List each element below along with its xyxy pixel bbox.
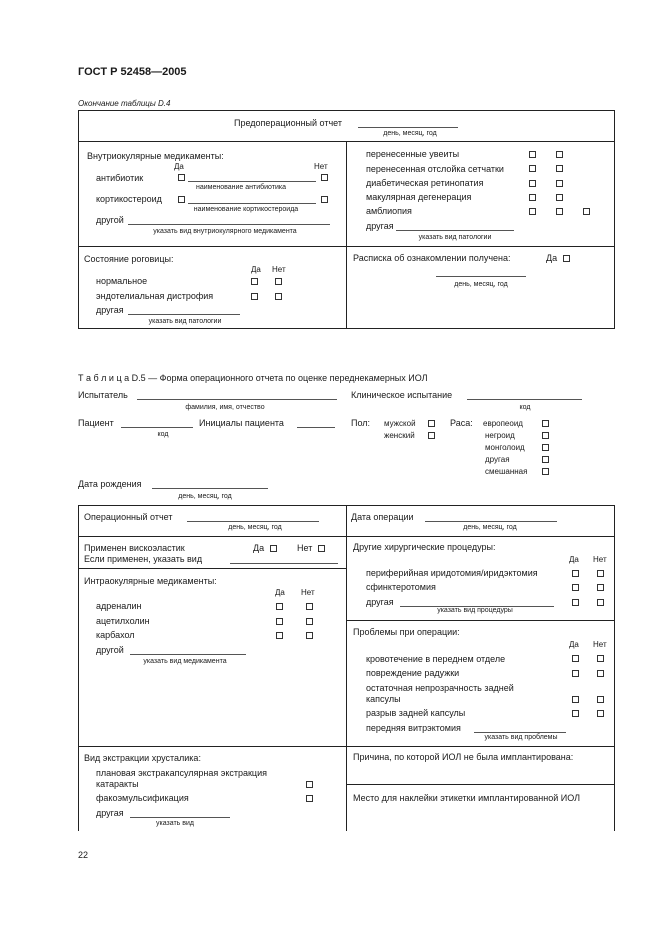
race-option: монголоид bbox=[485, 443, 525, 452]
race-label: Раса: bbox=[450, 418, 473, 428]
table-divider bbox=[346, 784, 615, 785]
history-checkbox-yes[interactable] bbox=[529, 208, 536, 215]
viscoelastic-yes-checkbox[interactable] bbox=[270, 545, 277, 552]
race-checkbox[interactable] bbox=[542, 420, 549, 427]
corticosteroid-name-field[interactable] bbox=[188, 203, 316, 204]
extraction-title: Вид экстракции хрусталика: bbox=[84, 753, 201, 763]
receipt-date-field[interactable] bbox=[436, 276, 526, 277]
med-item: карбахол bbox=[96, 630, 135, 640]
race-option: негроид bbox=[485, 431, 515, 440]
not-implanted-label: Причина, по которой ИОЛ не была имплантирована: bbox=[353, 752, 574, 762]
op-date-field[interactable] bbox=[425, 521, 557, 522]
extraction-other-field[interactable] bbox=[130, 817, 230, 818]
med-yes-checkbox[interactable] bbox=[276, 603, 283, 610]
receipt-date-hint: день, месяц, год bbox=[454, 281, 508, 288]
table-divider bbox=[614, 505, 615, 831]
med-other-label: другой bbox=[96, 645, 124, 655]
patient-label: Пациент bbox=[78, 418, 114, 428]
investigator-field[interactable] bbox=[137, 399, 337, 400]
receipt-yes-checkbox[interactable] bbox=[563, 255, 570, 262]
cornea-other-label: другая bbox=[96, 305, 124, 315]
problems-title: Проблемы при операции: bbox=[353, 627, 460, 637]
cornea-checkbox-yes[interactable] bbox=[251, 293, 258, 300]
procedure-no-checkbox[interactable] bbox=[597, 570, 604, 577]
procedure-other-no-checkbox[interactable] bbox=[597, 599, 604, 606]
history-other-label: другая bbox=[366, 221, 394, 231]
problem-vitrectomy-field[interactable] bbox=[474, 732, 566, 733]
history-checkbox-yes[interactable] bbox=[529, 151, 536, 158]
page-number: 22 bbox=[78, 850, 89, 860]
yes-header: Да bbox=[569, 640, 579, 649]
birth-date-label: Дата рождения bbox=[78, 479, 142, 489]
op-report-label: Операционный отчет bbox=[84, 512, 173, 522]
patient-code-hint: код bbox=[157, 431, 169, 438]
problem-opacity-line2: капсулы bbox=[366, 694, 401, 704]
code-hint: код bbox=[519, 404, 531, 411]
investigator-label: Испытатель bbox=[78, 390, 128, 400]
med-no-checkbox[interactable] bbox=[306, 632, 313, 639]
extraction-item2-checkbox[interactable] bbox=[306, 795, 313, 802]
op-date-hint: день, месяц, год bbox=[463, 524, 517, 531]
procedure-yes-checkbox[interactable] bbox=[572, 570, 579, 577]
yes-header: Да bbox=[569, 555, 579, 564]
procedure-yes-checkbox[interactable] bbox=[572, 584, 579, 591]
extraction-other-hint: указать вид bbox=[156, 820, 194, 827]
extraction-other-label: другая bbox=[96, 808, 124, 818]
extraction-item2: факоэмульсификация bbox=[96, 793, 189, 803]
document-id: ГОСТ Р 52458—2005 bbox=[78, 66, 187, 78]
antibiotic-hint: наименование антибиотика bbox=[195, 184, 287, 191]
cornea-item: эндотелиальная дистрофия bbox=[96, 291, 214, 301]
history-checkbox-extra[interactable] bbox=[583, 208, 590, 215]
table-divider bbox=[78, 568, 346, 569]
no-header: Нет bbox=[272, 265, 286, 274]
investigator-hint: фамилия, имя, отчество bbox=[185, 404, 265, 411]
receipt-yes-label: Да bbox=[546, 253, 558, 263]
yes-header: Да bbox=[275, 588, 285, 597]
viscoelastic-kind-label: Если применен, указать вид bbox=[84, 554, 203, 564]
cornea-other-hint: указать вид патологии bbox=[148, 318, 222, 325]
op-report-date-hint: день, месяц, год bbox=[228, 524, 282, 531]
race-checkbox[interactable] bbox=[542, 432, 549, 439]
sex-male-checkbox[interactable] bbox=[428, 420, 435, 427]
race-option: европеоид bbox=[483, 419, 523, 428]
problem-no-checkbox[interactable] bbox=[597, 670, 604, 677]
op-date-label: Дата операции bbox=[351, 512, 414, 522]
history-item: диабетическая ретинопатия bbox=[366, 178, 484, 188]
procedure-other-label: другая bbox=[366, 597, 394, 607]
antibiotic-yes-checkbox[interactable] bbox=[178, 174, 185, 181]
cornea-checkbox-no[interactable] bbox=[275, 293, 282, 300]
history-checkbox-no[interactable] bbox=[556, 180, 563, 187]
problem-vitrectomy-hint: указать вид проблемы bbox=[484, 734, 558, 741]
problem-rupture: разрыв задней капсулы bbox=[366, 708, 466, 718]
sex-female-checkbox[interactable] bbox=[428, 432, 435, 439]
race-option: другая bbox=[485, 455, 510, 464]
problem-no-checkbox[interactable] bbox=[597, 655, 604, 662]
corticosteroid-hint: наименование кортикостероида bbox=[193, 206, 299, 213]
patient-initials-field[interactable] bbox=[297, 427, 335, 428]
med-other-hint: указать вид медикамента bbox=[143, 658, 227, 665]
other-med-label: другой bbox=[96, 215, 124, 225]
intraocular-meds-title: Интраокулярные медикаменты: bbox=[84, 576, 217, 586]
cornea-title: Состояние роговицы: bbox=[84, 254, 174, 264]
race-checkbox[interactable] bbox=[542, 444, 549, 451]
birth-date-field[interactable] bbox=[152, 488, 268, 489]
yes-header: Да bbox=[251, 265, 261, 274]
table-caption: Окончание таблицы D.4 bbox=[78, 99, 171, 108]
table-divider bbox=[346, 620, 615, 621]
table-divider bbox=[78, 505, 79, 831]
clinical-trial-field[interactable] bbox=[467, 399, 582, 400]
yes-header: Да bbox=[174, 162, 184, 171]
op-report-field[interactable] bbox=[187, 521, 319, 522]
problem-yes-checkbox[interactable] bbox=[572, 696, 579, 703]
table-divider bbox=[346, 141, 347, 329]
med-no-checkbox[interactable] bbox=[306, 618, 313, 625]
viscoelastic-label: Применен вискоэластик bbox=[84, 543, 185, 553]
no-header: Нет bbox=[593, 640, 607, 649]
procedure-item: сфинктеротомия bbox=[366, 582, 436, 592]
race-checkbox[interactable] bbox=[542, 468, 549, 475]
problem-yes-checkbox[interactable] bbox=[572, 670, 579, 677]
cornea-checkbox-yes[interactable] bbox=[251, 278, 258, 285]
other-med-hint: указать вид внутриокулярного медикамента bbox=[153, 228, 297, 235]
history-item: макулярная дегенерация bbox=[366, 192, 472, 202]
problem-vitrectomy: передняя витрэктомия bbox=[366, 723, 461, 733]
med-item: ацетилхолин bbox=[96, 616, 150, 626]
history-checkbox-no[interactable] bbox=[556, 151, 563, 158]
date-hint: день, месяц, год bbox=[383, 130, 437, 137]
procedure-item: периферийная иридотомия/иридэктомия bbox=[366, 568, 538, 578]
viscoelastic-yes-label: Да bbox=[253, 543, 265, 553]
pre-op-date-field[interactable] bbox=[358, 127, 458, 128]
corticosteroid-label: кортикостероид bbox=[96, 194, 162, 204]
history-checkbox-no[interactable] bbox=[556, 165, 563, 172]
birth-date-hint: день, месяц, год bbox=[178, 493, 232, 500]
problem-no-checkbox[interactable] bbox=[597, 710, 604, 717]
no-header: Нет bbox=[314, 162, 328, 171]
med-other-field[interactable] bbox=[130, 654, 246, 655]
sex-option: мужской bbox=[384, 419, 416, 428]
med-yes-checkbox[interactable] bbox=[276, 632, 283, 639]
procedure-no-checkbox[interactable] bbox=[597, 584, 604, 591]
viscoelastic-no-label: Нет bbox=[297, 543, 313, 553]
procedure-other-yes-checkbox[interactable] bbox=[572, 599, 579, 606]
viscoelastic-no-checkbox[interactable] bbox=[318, 545, 325, 552]
med-no-checkbox[interactable] bbox=[306, 603, 313, 610]
antibiotic-no-checkbox[interactable] bbox=[321, 174, 328, 181]
cornea-item: нормальное bbox=[96, 276, 148, 286]
history-item: перенесенные увеиты bbox=[366, 149, 460, 159]
med-item: адреналин bbox=[96, 601, 142, 611]
intraocular-title: Внутриокулярные медикаменты: bbox=[87, 151, 224, 161]
cornea-checkbox-no[interactable] bbox=[275, 278, 282, 285]
patient-initials-label: Инициалы пациента bbox=[199, 418, 284, 428]
problem-item: кровотечение в переднем отделе bbox=[366, 654, 506, 664]
problem-opacity-line1: остаточная непрозрачность задней bbox=[366, 683, 514, 693]
table-divider bbox=[346, 505, 347, 831]
history-checkbox-no[interactable] bbox=[556, 194, 563, 201]
clinical-trial-label: Клиническое испытание bbox=[351, 390, 453, 400]
other-med-field[interactable] bbox=[128, 224, 330, 225]
no-header: Нет bbox=[593, 555, 607, 564]
viscoelastic-kind-field[interactable] bbox=[230, 563, 338, 564]
no-header: Нет bbox=[301, 588, 315, 597]
history-checkbox-yes[interactable] bbox=[529, 194, 536, 201]
receipt-label: Расписка об ознакомлении получена: bbox=[353, 253, 511, 263]
problem-item: повреждение радужки bbox=[366, 668, 460, 678]
antibiotic-name-field[interactable] bbox=[188, 181, 316, 182]
history-other-hint: указать вид патологии bbox=[418, 234, 492, 241]
sex-option: женский bbox=[384, 431, 415, 440]
antibiotic-label: антибиотик bbox=[96, 173, 144, 183]
race-checkbox[interactable] bbox=[542, 456, 549, 463]
med-yes-checkbox[interactable] bbox=[276, 618, 283, 625]
corticosteroid-no-checkbox[interactable] bbox=[321, 196, 328, 203]
procedure-other-hint: указать вид процедуры bbox=[437, 607, 513, 614]
problem-no-checkbox[interactable] bbox=[597, 696, 604, 703]
history-other-field[interactable] bbox=[396, 230, 514, 231]
cornea-other-field[interactable] bbox=[128, 314, 240, 315]
history-checkbox-yes[interactable] bbox=[529, 180, 536, 187]
problem-yes-checkbox[interactable] bbox=[572, 655, 579, 662]
extraction-item1-line1: плановая экстракапсулярная экстракция bbox=[96, 768, 267, 778]
table-d5-title: Т а б л и ц а D.5 — Форма операционного отчета по оценке переднекамерных ИОЛ bbox=[78, 373, 428, 383]
label-place-label: Место для наклейки этикетки имплантированной ИОЛ bbox=[353, 793, 581, 803]
extraction-item1-line2: катаракты bbox=[96, 779, 139, 789]
sex-label: Пол: bbox=[351, 418, 371, 428]
patient-code-field[interactable] bbox=[121, 427, 193, 428]
history-item: амблиопия bbox=[366, 206, 412, 216]
problem-yes-checkbox[interactable] bbox=[572, 710, 579, 717]
corticosteroid-yes-checkbox[interactable] bbox=[178, 196, 185, 203]
procedures-title: Другие хирургические процедуры: bbox=[353, 542, 496, 552]
race-option: смешанная bbox=[485, 467, 528, 476]
history-checkbox-yes[interactable] bbox=[529, 165, 536, 172]
history-checkbox-no[interactable] bbox=[556, 208, 563, 215]
history-item: перенесенная отслойка сетчатки bbox=[366, 164, 504, 174]
extraction-item1-checkbox[interactable] bbox=[306, 781, 313, 788]
pre-op-report-label: Предоперационный отчет bbox=[234, 118, 342, 128]
